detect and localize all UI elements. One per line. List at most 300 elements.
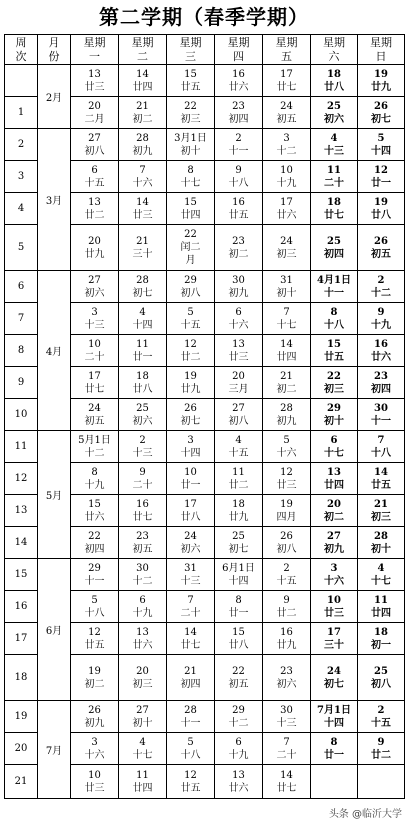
month-label: 4月	[38, 271, 71, 431]
week-number: 6	[5, 271, 38, 303]
lunar-date: 十一	[324, 287, 344, 299]
lunar-date: 十五	[228, 447, 249, 459]
lunar-date: 月	[185, 255, 196, 266]
calendar-table	[4, 34, 405, 799]
solar-date: 12	[184, 338, 197, 350]
solar-date: 19	[184, 370, 197, 382]
weekend-day-cell	[358, 431, 405, 463]
solar-date: 11	[374, 594, 388, 606]
week-number: 16	[5, 591, 38, 623]
weekend-day-cell	[311, 161, 358, 193]
day-cell	[215, 303, 263, 335]
lunar-date: 廿二	[276, 607, 297, 619]
week-row	[5, 65, 405, 97]
solar-date: 17	[88, 370, 101, 382]
solar-date: 26	[374, 235, 388, 247]
solar-date: 9	[377, 736, 385, 748]
lunar-date: 廿八	[371, 209, 391, 221]
lunar-date: 十三	[324, 145, 344, 157]
header-row	[5, 35, 405, 65]
day-cell	[71, 765, 119, 799]
lunar-date: 廿九	[228, 511, 249, 523]
day-cell	[167, 527, 215, 559]
weekend-day-cell	[358, 463, 405, 495]
lunar-date: 廿八	[324, 81, 344, 93]
week-number: 12	[5, 463, 38, 495]
lunar-date: 初七	[228, 543, 249, 555]
lunar-date: 十六	[276, 447, 297, 459]
page-title: 第二学期（春季学期）	[99, 5, 309, 29]
day-cell	[215, 431, 263, 463]
day-cell	[119, 225, 167, 271]
lunar-date: 十九	[371, 319, 391, 331]
day-cell	[119, 623, 167, 655]
solar-date: 26	[88, 704, 101, 716]
solar-date: 14	[280, 338, 293, 350]
week-number: 3	[5, 161, 38, 193]
lunar-date: 初五	[84, 415, 105, 427]
weekend-day-cell	[358, 655, 405, 701]
solar-date: 31	[280, 274, 293, 286]
solar-date: 4月1日	[317, 274, 351, 286]
solar-date: 14	[374, 466, 388, 478]
weekend-day-cell	[358, 367, 405, 399]
solar-date: 26	[184, 402, 197, 414]
solar-date: 19	[280, 498, 293, 510]
lunar-date: 初九	[324, 543, 344, 555]
solar-date: 31	[184, 562, 197, 574]
weekend-day-cell	[358, 303, 405, 335]
day-cell	[167, 193, 215, 225]
solar-date: 18	[136, 370, 149, 382]
day-cell	[215, 495, 263, 527]
week-number: 19	[5, 701, 38, 733]
weekend-day-cell	[358, 623, 405, 655]
solar-date: 7	[139, 164, 146, 176]
day-cell	[167, 701, 215, 733]
solar-date: 14	[136, 68, 149, 80]
lunar-date: 初八	[84, 145, 105, 157]
week-row	[5, 431, 405, 463]
lunar-date: 廿四	[276, 351, 297, 363]
solar-date: 2	[235, 132, 242, 144]
solar-date: 8	[235, 594, 242, 606]
weekend-day-cell	[358, 399, 405, 431]
lunar-date: 初七	[371, 113, 391, 125]
lunar-date: 十七	[180, 177, 201, 189]
day-cell	[263, 65, 311, 97]
calendar-body	[5, 65, 405, 799]
day-cell	[167, 655, 215, 701]
day-cell	[119, 655, 167, 701]
day-cell	[119, 495, 167, 527]
day-header-wed: 星期 三	[167, 35, 215, 65]
lunar-date: 三月	[228, 383, 249, 395]
solar-date: 2	[377, 274, 385, 286]
day-cell	[119, 271, 167, 303]
weekend-day-cell	[358, 591, 405, 623]
solar-date: 16	[280, 626, 293, 638]
solar-date: 16	[232, 68, 245, 80]
solar-date: 10	[327, 594, 341, 606]
lunar-date: 初一	[371, 639, 391, 651]
day-cell	[119, 431, 167, 463]
lunar-date: 初九	[132, 145, 153, 157]
solar-date: 16	[232, 196, 245, 208]
solar-date: 27	[232, 402, 245, 414]
lunar-date: 廿六	[84, 511, 105, 523]
day-cell	[215, 591, 263, 623]
solar-date: 15	[184, 196, 197, 208]
solar-date: 24	[280, 100, 293, 112]
lunar-date: 廿四	[180, 209, 201, 221]
weekend-day-cell	[311, 97, 358, 129]
solar-date: 4	[235, 434, 242, 446]
lunar-date: 十八	[180, 749, 201, 761]
lunar-date: 十八	[324, 319, 344, 331]
week-number: 9	[5, 367, 38, 399]
day-cell	[215, 225, 263, 271]
lunar-date: 廿三	[84, 81, 105, 93]
lunar-date: 三十	[324, 639, 344, 651]
solar-date: 29	[184, 274, 197, 286]
weekend-day-cell	[358, 701, 405, 733]
day-cell	[167, 271, 215, 303]
solar-date: 19	[374, 196, 388, 208]
lunar-date: 十二	[84, 447, 105, 459]
solar-date: 6月1日	[222, 562, 255, 574]
weekend-day-cell	[358, 335, 405, 367]
solar-date: 27	[136, 704, 149, 716]
lunar-date: 初二	[132, 113, 153, 125]
solar-date: 20	[327, 498, 341, 510]
day-cell	[167, 335, 215, 367]
day-cell	[71, 591, 119, 623]
solar-date: 10	[280, 164, 293, 176]
day-cell	[263, 303, 311, 335]
lunar-date: 十九	[276, 177, 297, 189]
day-cell	[263, 527, 311, 559]
lunar-date: 十五	[371, 717, 391, 729]
solar-date: 21	[374, 498, 388, 510]
lunar-date: 廿二	[180, 351, 201, 363]
solar-date: 28	[136, 274, 149, 286]
solar-date: 6	[91, 164, 98, 176]
solar-date: 8	[187, 164, 194, 176]
week-number: 4	[5, 193, 38, 225]
day-cell	[263, 161, 311, 193]
day-cell	[167, 559, 215, 591]
day-cell	[263, 733, 311, 765]
weekend-day-cell	[311, 367, 358, 399]
day-cell	[167, 733, 215, 765]
day-cell	[119, 367, 167, 399]
solar-date: 15	[232, 626, 245, 638]
day-header-tue: 星期 二	[119, 35, 167, 65]
week-number: 11	[5, 431, 38, 463]
week-number: 5	[5, 225, 38, 271]
day-cell	[215, 65, 263, 97]
solar-date: 17	[327, 626, 341, 638]
weekend-day-cell	[311, 65, 358, 97]
lunar-date: 初四	[180, 678, 201, 690]
lunar-date: 十五	[84, 177, 105, 189]
lunar-date: 十五	[276, 575, 297, 587]
lunar-date: 初三	[324, 383, 344, 395]
solar-date: 7	[377, 434, 385, 446]
weekend-day-cell	[311, 129, 358, 161]
lunar-date: 初八	[371, 678, 391, 690]
solar-date: 25	[327, 100, 341, 112]
day-cell	[263, 495, 311, 527]
day-cell	[215, 655, 263, 701]
solar-date: 18	[232, 498, 245, 510]
lunar-date: 初八	[276, 543, 297, 555]
lunar-date: 十七	[371, 575, 391, 587]
solar-date: 12	[374, 164, 388, 176]
solar-date: 3	[91, 306, 98, 318]
lunar-date: 廿一	[132, 351, 153, 363]
solar-date: 14	[136, 196, 149, 208]
lunar-date: 廿三	[132, 209, 153, 221]
lunar-date: 廿五	[371, 479, 391, 491]
day-cell	[119, 765, 167, 799]
lunar-date: 十九	[84, 479, 105, 491]
lunar-date: 廿三	[324, 607, 344, 619]
weekend-day-cell	[358, 765, 405, 799]
solar-date: 7	[283, 306, 290, 318]
day-cell	[71, 367, 119, 399]
lunar-date: 初二	[324, 511, 344, 523]
lunar-date: 十一	[180, 717, 201, 729]
weekend-day-cell	[311, 623, 358, 655]
day-cell	[263, 655, 311, 701]
week-number: 7	[5, 303, 38, 335]
day-cell	[167, 303, 215, 335]
weekend-day-cell	[358, 97, 405, 129]
day-cell	[263, 701, 311, 733]
solar-date: 12	[184, 769, 197, 781]
lunar-date: 廿七	[276, 81, 297, 93]
solar-date: 4	[139, 736, 146, 748]
solar-date: 10	[184, 466, 197, 478]
lunar-date: 廿三	[276, 479, 297, 491]
lunar-date: 廿八	[180, 511, 201, 523]
lunar-date: 十二	[228, 717, 249, 729]
day-cell	[71, 65, 119, 97]
week-row	[5, 271, 405, 303]
solar-date: 20	[136, 665, 149, 677]
lunar-date: 闰二	[180, 242, 201, 253]
day-cell	[71, 161, 119, 193]
solar-date: 30	[232, 274, 245, 286]
solar-date: 28	[374, 530, 388, 542]
day-cell	[215, 701, 263, 733]
day-cell	[119, 97, 167, 129]
lunar-date: 廿八	[228, 639, 249, 651]
day-cell	[71, 399, 119, 431]
lunar-date: 初六	[84, 287, 105, 299]
weekend-day-cell	[311, 225, 358, 271]
week-number: 1	[5, 97, 38, 129]
day-cell	[263, 765, 311, 799]
lunar-date: 二十	[84, 351, 105, 363]
solar-date: 17	[184, 498, 197, 510]
solar-date: 5月1日	[78, 434, 111, 446]
solar-date: 2	[283, 562, 290, 574]
lunar-date: 初四	[228, 113, 249, 125]
lunar-date: 廿一	[180, 479, 201, 491]
weekend-day-cell	[358, 733, 405, 765]
lunar-date: 廿七	[132, 511, 153, 523]
solar-date: 19	[88, 665, 101, 677]
weekend-day-cell	[311, 733, 358, 765]
weekend-day-cell	[358, 161, 405, 193]
solar-date: 15	[184, 68, 197, 80]
weekend-day-cell	[311, 591, 358, 623]
lunar-date: 二十	[324, 177, 344, 189]
day-cell	[263, 463, 311, 495]
day-cell	[167, 463, 215, 495]
solar-date: 27	[88, 132, 101, 144]
day-cell	[71, 271, 119, 303]
lunar-date: 十二	[132, 575, 153, 587]
solar-date: 3月1日	[174, 132, 207, 144]
lunar-date: 十三	[180, 575, 201, 587]
solar-date: 8	[330, 306, 338, 318]
solar-date: 30	[280, 704, 293, 716]
day-cell	[215, 463, 263, 495]
lunar-date: 廿七	[276, 782, 297, 794]
lunar-date: 廿六	[371, 351, 391, 363]
solar-date: 27	[88, 274, 101, 286]
day-cell	[119, 335, 167, 367]
day-cell	[167, 431, 215, 463]
day-cell	[71, 463, 119, 495]
solar-date: 23	[280, 665, 293, 677]
week-number: 8	[5, 335, 38, 367]
lunar-date: 廿七	[324, 209, 344, 221]
solar-date: 7	[283, 736, 290, 748]
day-header-thu: 星期 四	[215, 35, 263, 65]
day-cell	[71, 733, 119, 765]
lunar-date: 二月	[84, 113, 105, 125]
solar-date: 25	[374, 665, 388, 677]
solar-date: 2	[139, 434, 146, 446]
week-row	[5, 129, 405, 161]
day-cell	[167, 129, 215, 161]
day-cell	[71, 129, 119, 161]
solar-date: 15	[88, 498, 101, 510]
weekend-day-cell	[311, 303, 358, 335]
day-cell	[119, 129, 167, 161]
lunar-date: 廿一	[371, 177, 391, 189]
weekend-day-cell	[358, 193, 405, 225]
solar-date: 6	[330, 434, 338, 446]
lunar-date: 十七	[276, 319, 297, 331]
solar-date: 6	[139, 594, 146, 606]
day-cell	[167, 161, 215, 193]
lunar-date: 初五	[371, 248, 391, 260]
semester-calendar	[4, 34, 404, 830]
lunar-date: 初八	[180, 287, 201, 299]
lunar-date: 初九	[228, 287, 249, 299]
lunar-date: 初七	[132, 287, 153, 299]
solar-date: 26	[280, 530, 293, 542]
day-cell	[71, 655, 119, 701]
solar-date: 27	[327, 530, 341, 542]
day-cell	[71, 623, 119, 655]
lunar-date: 廿七	[180, 639, 201, 651]
day-cell	[167, 495, 215, 527]
solar-date: 3	[283, 132, 290, 144]
solar-date: 22	[88, 530, 101, 542]
solar-date: 21	[136, 235, 149, 247]
solar-date: 20	[88, 100, 101, 112]
solar-date: 11	[232, 466, 245, 478]
day-header-sun: 星期 日	[358, 35, 405, 65]
solar-date: 5	[187, 736, 194, 748]
solar-date: 21	[184, 665, 197, 677]
lunar-date: 十三	[276, 717, 297, 729]
lunar-date: 十六	[132, 177, 153, 189]
solar-date: 20	[232, 370, 245, 382]
solar-date: 20	[88, 235, 101, 247]
lunar-date: 初六	[276, 678, 297, 690]
day-cell	[71, 701, 119, 733]
day-cell	[215, 97, 263, 129]
solar-date: 5	[283, 434, 290, 446]
lunar-date: 初四	[371, 383, 391, 395]
day-cell	[167, 367, 215, 399]
solar-date: 13	[88, 196, 101, 208]
lunar-date: 十八	[228, 177, 249, 189]
lunar-date: 十五	[180, 319, 201, 331]
solar-date: 24	[184, 530, 197, 542]
lunar-date: 廿四	[132, 81, 153, 93]
weekend-day-cell	[358, 495, 405, 527]
weekend-day-cell	[311, 399, 358, 431]
day-cell	[167, 97, 215, 129]
lunar-date: 初六	[180, 543, 201, 555]
day-cell	[167, 225, 215, 271]
lunar-date: 初八	[228, 415, 249, 427]
day-cell	[263, 335, 311, 367]
solar-date: 12	[280, 466, 293, 478]
day-cell	[263, 559, 311, 591]
solar-date: 5	[377, 132, 385, 144]
lunar-date: 十四	[228, 575, 249, 587]
lunar-date: 十六	[324, 575, 344, 587]
solar-date: 9	[377, 306, 385, 318]
solar-date: 10	[88, 338, 101, 350]
day-cell	[71, 495, 119, 527]
solar-date: 10	[88, 769, 101, 781]
solar-date: 24	[327, 665, 341, 677]
day-cell	[71, 431, 119, 463]
day-header-mon: 星期 一	[71, 35, 119, 65]
lunar-date: 廿九	[84, 248, 105, 260]
watermark: 头条 @临沂大学	[327, 805, 404, 820]
day-header-sat: 星期 六	[311, 35, 358, 65]
solar-date: 8	[330, 736, 338, 748]
day-cell	[167, 65, 215, 97]
lunar-date: 十四	[180, 447, 201, 459]
lunar-date: 初十	[324, 415, 344, 427]
day-cell	[119, 399, 167, 431]
weekend-day-cell	[358, 65, 405, 97]
lunar-date: 十四	[371, 145, 391, 157]
